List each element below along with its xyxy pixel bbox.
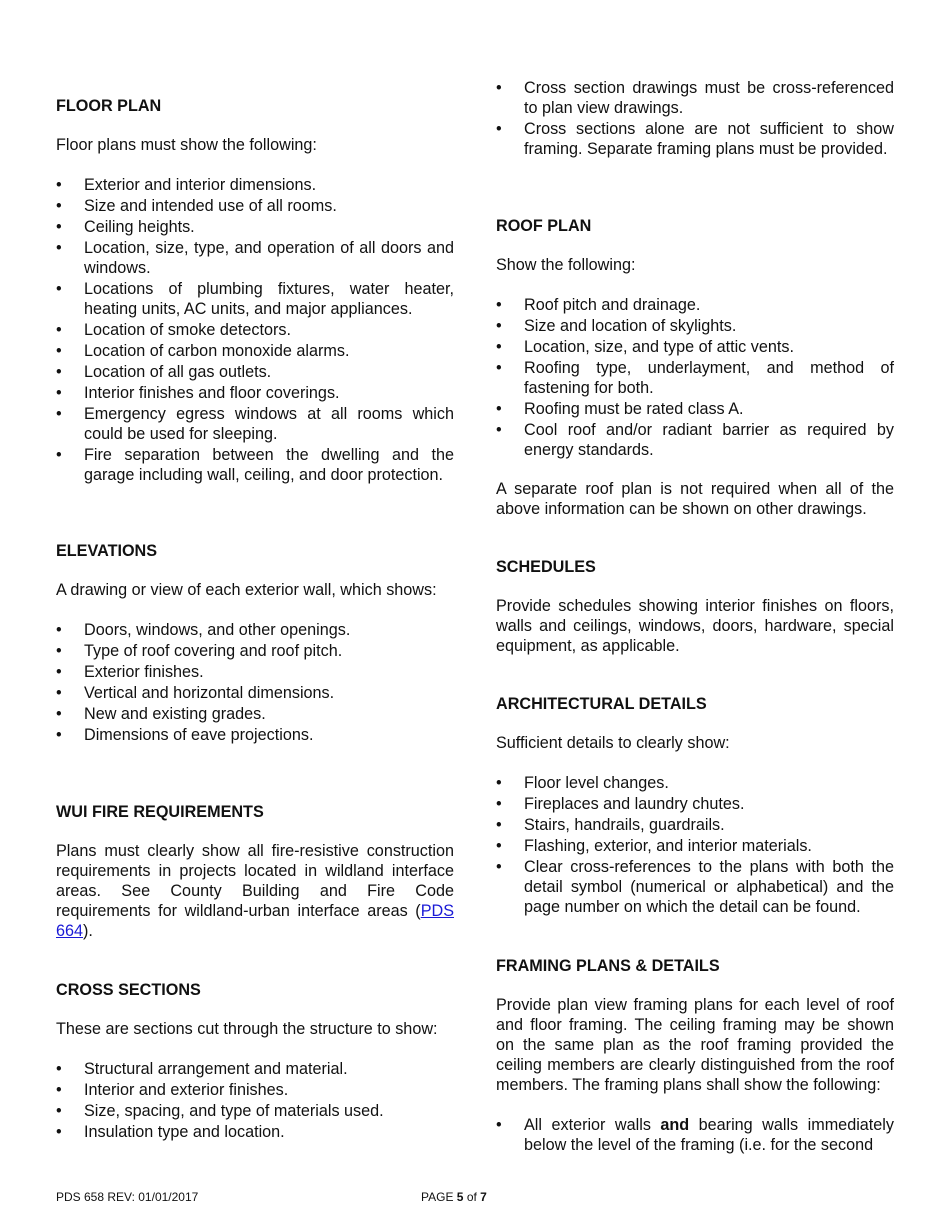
list-item [496,794,894,814]
list-item-text: Exterior and interior dimensions. [84,176,317,194]
bullet: • [56,705,62,723]
list-item-text: Emergency egress windows at all rooms which could be used for sleeping. [84,405,454,443]
list-item [496,337,894,357]
list-item-text: Location, size, and type of attic vents. [524,338,794,356]
roof-plan-section [496,216,894,519]
list-item [56,404,454,444]
list-item [56,279,454,319]
floor-plan-intro: Floor plans must show the following: [56,136,317,154]
list-item-text: Fireplaces and laundry chutes. [524,795,745,813]
list-item-text: Location of carbon monoxide alarms. [84,342,350,360]
list-item [496,358,894,398]
bullet: • [56,642,62,660]
cross-sections-list [56,1059,454,1142]
list-item [496,773,894,793]
framing-item-bold: and [660,1116,690,1134]
bullet: • [56,197,62,215]
list-item-text: Size and intended use of all rooms. [84,197,337,215]
bullet: • [496,816,502,834]
architectural-details-intro: Sufficient details to clearly show: [496,734,730,752]
bullet: • [496,421,502,439]
wui-text-before: Plans must clearly show all fire-resistive construction requirements in projects located in wildland interface areas. See County Building and Fire Code requirements for wildland-urban interface areas ( [56,842,454,920]
floor-plan-heading: FLOOR PLAN [56,97,162,115]
wui-text [56,841,454,941]
list-item-text: New and existing grades. [84,705,266,723]
bullet: • [496,338,502,356]
elevations-intro: A drawing or view of each exterior wall, which shows: [56,581,437,599]
cross-sections-continued-list [496,78,894,159]
bullet: • [496,858,502,876]
list-item [496,836,894,856]
framing-plans-section [496,956,894,1156]
list-item [56,362,454,382]
pds-664-link[interactable]: PDS 664 [56,902,454,940]
bullet: • [56,621,62,639]
list-item [56,1059,454,1079]
list-item-text: Fire separation between the dwelling and the garage including wall, ceiling, and door protection. [84,446,454,484]
bullet: • [56,726,62,744]
bullet: • [56,384,62,402]
list-item-text: Clear cross-references to the plans with both the detail symbol (numerical or alphabetical) and the page number on which the detail can be found. [524,858,894,916]
list-item-text: Interior finishes and floor coverings. [84,384,340,402]
bullet: • [56,363,62,381]
floor-plan-list [56,175,454,485]
list-item-text: Location, size, type, and operation of all doors and windows. [84,239,454,277]
bullet: • [496,774,502,792]
bullet: • [496,837,502,855]
list-item [496,420,894,460]
page-current: 5 [456,1190,464,1204]
list-item-text: Location of smoke detectors. [84,321,291,339]
cross-sections-continued [496,78,894,160]
architectural-details-list [496,773,894,917]
schedules-text: Provide schedules showing interior finishes on floors, walls and ceilings, windows, doors, hardware, special equipment, as applicable. [496,597,894,655]
list-item [496,316,894,336]
list-item [56,196,454,216]
list-item-text: Roofing type, underlayment, and method of fastening for both. [524,359,894,397]
framing-plans-heading: FRAMING PLANS & DETAILS [496,957,720,975]
list-item-text: Structural arrangement and material. [84,1060,348,1078]
architectural-details-section [496,694,894,918]
list-item-text: Flashing, exterior, and interior materials. [524,837,812,855]
elevations-section [56,541,454,746]
list-item-text: Dimensions of eave projections. [84,726,314,744]
bullet: • [56,1081,62,1099]
bullet: • [56,405,62,423]
bullet: • [56,1060,62,1078]
roof-plan-heading: ROOF PLAN [496,217,592,235]
list-item-text: Stairs, handrails, guardrails. [524,816,725,834]
list-item [496,119,894,159]
list-item [56,704,454,724]
footer-page-number [421,1190,487,1204]
list-item-text: Roof pitch and drainage. [524,296,701,314]
cross-sections-intro: These are sections cut through the structure to show: [56,1020,438,1038]
bullet: • [496,317,502,335]
list-item [56,217,454,237]
architectural-details-heading: ARCHITECTURAL DETAILS [496,695,707,713]
list-item-text: Interior and exterior finishes. [84,1081,289,1099]
bullet: • [56,446,62,464]
list-item [56,341,454,361]
list-item-text: Locations of plumbing fixtures, water heater, heating units, AC units, and major appliances. [84,280,454,318]
list-item [496,78,894,118]
cross-sections-section [56,980,454,1143]
bullet: • [496,79,502,97]
bullet: • [496,1116,502,1134]
list-item [496,399,894,419]
bullet: • [496,795,502,813]
page-label: PAGE [421,1190,457,1204]
list-item [56,620,454,640]
wui-heading: WUI FIRE REQUIREMENTS [56,803,264,821]
bullet: • [496,400,502,418]
list-item [56,641,454,661]
framing-item-before: All exterior walls [524,1116,661,1134]
list-item-text: Cross section drawings must be cross-referenced to plan view drawings. [524,79,894,117]
list-item [496,857,894,917]
wui-text-after: ). [83,922,93,940]
bullet: • [56,342,62,360]
bullet: • [56,176,62,194]
bullet: • [56,1102,62,1120]
list-item [56,662,454,682]
page-total: 7 [480,1190,487,1204]
cross-sections-heading: CROSS SECTIONS [56,981,201,999]
list-item [56,445,454,485]
list-item-text: Type of roof covering and roof pitch. [84,642,343,660]
list-item-text: Size, spacing, and type of materials used. [84,1102,384,1120]
list-item [56,320,454,340]
list-item-text: Ceiling heights. [84,218,195,236]
list-item-text: Vertical and horizontal dimensions. [84,684,335,702]
list-item [496,1115,894,1155]
bullet: • [56,239,62,257]
list-item-text: Floor level changes. [524,774,669,792]
list-item [56,1122,454,1142]
list-item [56,175,454,195]
bullet: • [56,684,62,702]
bullet: • [56,280,62,298]
roof-plan-note: A separate roof plan is not required when all of the above information can be shown on other drawings. [496,480,894,518]
list-item-text: Roofing must be rated class A. [524,400,744,418]
list-item [496,815,894,835]
list-item-text: Cool roof and/or radiant barrier as required by energy standards. [524,421,894,459]
schedules-heading: SCHEDULES [496,558,596,576]
bullet: • [496,359,502,377]
framing-item-after: bearing walls immediately below the level of the framing (i.e. for the second [524,1116,894,1154]
list-item [56,238,454,278]
list-item [496,295,894,315]
list-item [56,725,454,745]
framing-plans-list [496,1115,894,1155]
list-item [56,383,454,403]
bullet: • [56,218,62,236]
footer-form-revision: PDS 658 REV: 01/01/2017 [56,1190,199,1204]
bullet: • [56,663,62,681]
list-item-text: Exterior finishes. [84,663,204,681]
bullet: • [56,1123,62,1141]
bullet: • [56,321,62,339]
list-item-text: Doors, windows, and other openings. [84,621,351,639]
list-item [56,683,454,703]
bullet: • [496,296,502,314]
list-item-text: Insulation type and location. [84,1123,285,1141]
wui-section [56,802,454,941]
floor-plan-section [56,96,454,486]
list-item-text: Location of all gas outlets. [84,363,272,381]
framing-plans-text: Provide plan view framing plans for each level of roof and floor framing. The ceiling framing may be shown on the same plan as the roof framing provided the ceiling members are clearly distinguished from the roof members. The framing plans shall show the following: [496,996,894,1094]
schedules-section [496,557,894,656]
list-item-text: Size and location of skylights. [524,317,737,335]
list-item [56,1080,454,1100]
list-item-text: Cross sections alone are not sufficient to show framing. Separate framing plans must be provided. [524,120,894,158]
elevations-list [56,620,454,745]
elevations-heading: ELEVATIONS [56,542,158,560]
roof-plan-intro: Show the following: [496,256,636,274]
roof-plan-list [496,295,894,460]
bullet: • [496,120,502,138]
list-item [56,1101,454,1121]
page-of: of [463,1190,481,1204]
